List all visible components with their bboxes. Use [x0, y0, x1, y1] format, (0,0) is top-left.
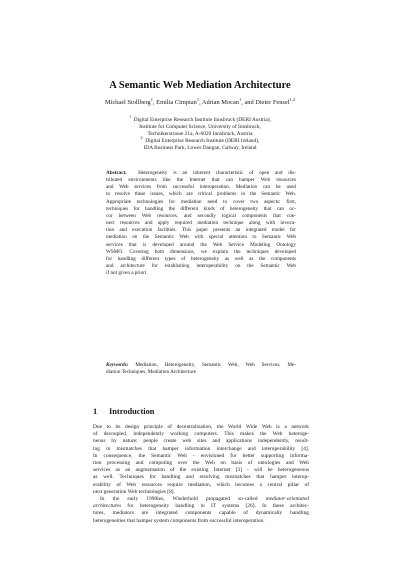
abstract-line: WSMO. Covering both dimensions, we explain the techniques developed [106, 248, 296, 255]
body-text [93, 424, 309, 525]
abstract-line: to resolve these issues, which are critical problems in the Semantic Web. [106, 191, 296, 198]
author-name: Emilia Cimpian [156, 99, 197, 106]
author-name: Michael Stollberg [104, 99, 151, 106]
emphasis: architectures [93, 503, 122, 510]
emphasis: mediator-orientated [265, 496, 309, 503]
abstract-line: techniques for handling the different kinds of heterogeneity that can oc- [106, 205, 296, 212]
abstract-line: Abstract. Heterogeneity is an inherent characteristic of open and dis- [106, 170, 296, 176]
body-line: In consequence, the Semantic Web - envisioned for better supporting informa- [93, 452, 309, 459]
body-line: ing in mismatches that hamper information interchange and interoperability [4]. [93, 445, 309, 452]
keywords-line: Keywords: Mediation, Heterogeneity, Semantic Web, Web Services, Me- [106, 362, 297, 368]
author-affiliation-mark: 1,2 [289, 96, 296, 102]
affiliation-mark: 2 [140, 136, 143, 141]
paper-title: A Semantic Web Mediation Architecture [109, 80, 291, 91]
abstract [106, 170, 296, 277]
abstract-line: cur between Web resources, and secondly logical components that con- [106, 212, 296, 219]
body-line: next generation Web technologies [8]. [93, 488, 175, 495]
abstract-label: Abstract. [106, 170, 127, 176]
abstract-line: if not given a priori. [106, 270, 148, 277]
body-line: architectures for heterogeneity handling in IT systems [26]. In these architec- [93, 503, 309, 510]
abstract-line: and Web services from successful interoperation. Mediation can be used [106, 184, 296, 191]
author-affiliation-mark: 1 [239, 96, 242, 102]
section-heading [93, 407, 154, 416]
affiliation-line: Technikerstrasse 21a, A-6020 Innsbruck, Austria [147, 131, 253, 138]
section-number: 1 [93, 407, 98, 416]
author-list: Michael Stollberg$^1$, Emilia Cimpian$^1$, Adrian Mocan$^1$, and Dieter Fensel$^{1,2}$ [104, 96, 296, 106]
keywords-label: Keywords: [106, 362, 129, 368]
abstract-line: for handling different types of heterogeneity as well as the components [106, 255, 296, 262]
abstract-line: mediation on the Semantic Web with special attention to Semantic Web [106, 234, 296, 241]
body-line: tion processing and computing over the Web on basis of ontologies and Web [93, 460, 309, 467]
body-line: tures, mediators are integrated components capable of dynamically handling [93, 510, 309, 517]
affiliation-mark: 1 [129, 115, 131, 120]
affiliation-line: Institute for Computer Science, University of Innsbruck, [139, 124, 261, 131]
section-title: Introduction [109, 407, 155, 416]
body-line: In the early 1990ies, Wiederhold propagated so-called mediator-orientated [100, 496, 309, 503]
abstract-line: services that is developed around the Web Service Modeling Ontology [106, 241, 296, 248]
body-line: erability of Web resources require mediation, which becomes a central pillar of [93, 481, 309, 488]
body-line: heterogeneities that hamper system components from successful interoperation. [93, 517, 265, 524]
author-affiliation-mark: 1 [196, 96, 200, 102]
abstract-line: and architecture for establishing interoperability on the Semantic Web [106, 263, 296, 270]
abstract-line: tributed environments like the Internet that can hamper Web resources [106, 177, 296, 184]
abstract-line: nect resources and apply required mediation technique along with invoca- [106, 220, 296, 227]
body-line: neous by nature: people create web sites and applications independently, result- [93, 438, 309, 445]
abstract-line: tion and execution facilities. This paper presents an integrated model for [106, 227, 296, 234]
keywords-line: diation Techniques, Mediation Architecture [106, 369, 197, 376]
body-line: Due to its design principle of decentralization, the World Wide Web is a network [93, 424, 309, 430]
abstract-line: Appropriate technologies for mediation need to cover two aspects: first, [106, 198, 296, 205]
affiliation-line: $^1$ Digital Enterprise Research Institute Innsbruck (DERI Austria), [129, 115, 271, 123]
affiliations [0, 117, 400, 152]
affiliation-line: $^2$ Digital Enterprise Research Institute (DERI Ireland), [140, 136, 260, 145]
author-affiliation-mark: 1 [150, 96, 153, 102]
body-line: of decoupled, independently working computers. This makes the Web heteroge- [93, 431, 309, 438]
author-name: Adrian Mocan [201, 99, 239, 106]
keywords [106, 362, 296, 376]
body-line: as well. Techniques for handling and resolving mismatches that hamper interop- [93, 474, 309, 481]
author-name: and Dieter Fensel [244, 99, 290, 106]
affiliation-line: IDA Business Park, Lower Dangan, Galway, Ireland [143, 145, 257, 152]
body-line: services as an augmentation of the existing Internet [3] - will be heterogeneous [93, 467, 309, 474]
